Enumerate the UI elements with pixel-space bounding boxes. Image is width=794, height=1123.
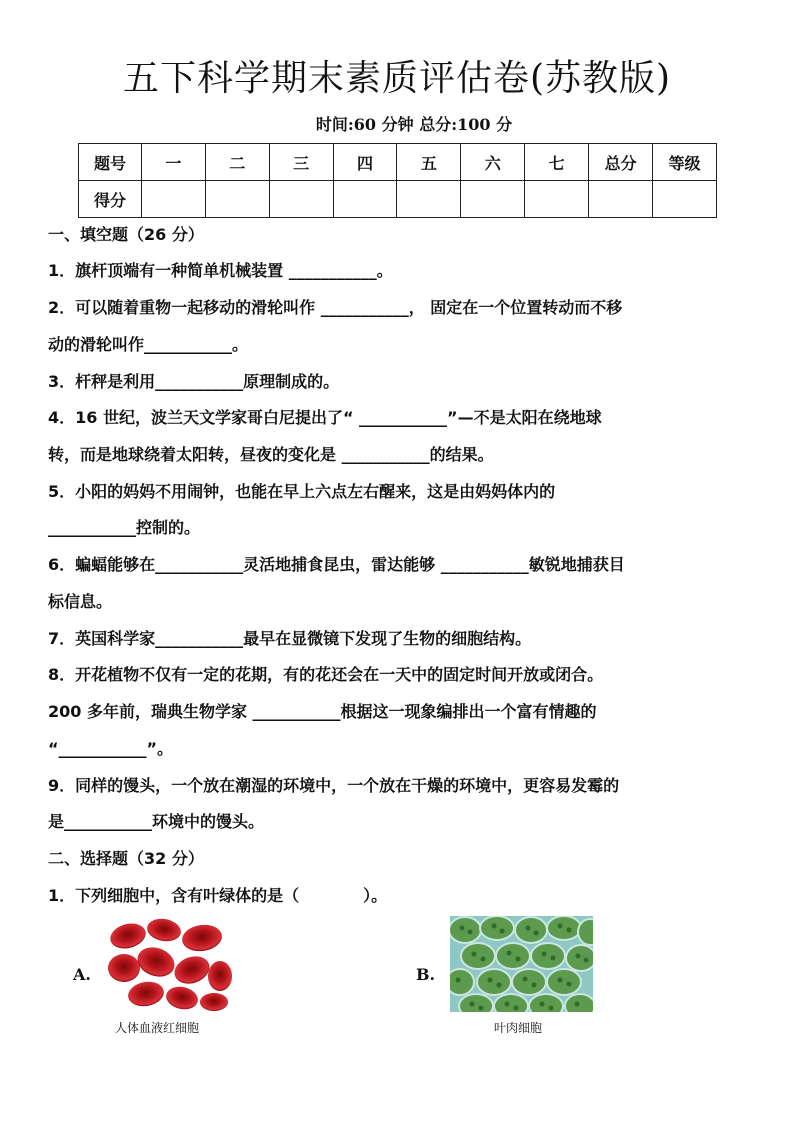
score-input-cell[interactable] — [525, 181, 589, 218]
page-title: 五下科学期末素质评估卷(苏教版) — [122, 58, 672, 99]
question-line: 5．小阳的妈妈不用闹钟，也能在早上六点左右醒来，这是由妈妈体内的 — [48, 482, 556, 501]
score-table-cell: 七 — [525, 144, 589, 181]
score-table-cell: 总分 — [589, 144, 653, 181]
option-a-caption: 人体血液红细胞 — [115, 1021, 200, 1035]
question-line: 200 多年前，瑞典生物学家 ___________根据这一现象编排出一个富有情趣的 — [48, 702, 597, 721]
score-table-cell: 五 — [397, 144, 461, 181]
score-input-cell[interactable] — [397, 181, 461, 218]
question-line: 8．开花植物不仅有一定的花期，有的花还会在一天中的固定时间开放或闭合。 — [48, 665, 604, 684]
exam-time-and-score: 时间:60 分钟 总分:100 分 — [315, 115, 513, 134]
question-line: 3．杆秤是利用___________原理制成的。 — [48, 372, 340, 391]
leaf-mesophyll-cells-image — [450, 916, 593, 1012]
score-table-cell: 三 — [269, 144, 333, 181]
score-table-cell: 等级 — [653, 144, 717, 181]
question-line: 7．英国科学家___________最早在显微镜下发现了生物的细胞结构。 — [48, 629, 532, 648]
question-line: “___________”。 — [48, 739, 174, 758]
question-line: 9．同样的馒头，一个放在潮湿的环境中，一个放在干燥的环境中，更容易发霉的 — [48, 776, 620, 795]
score-table-cell: 一 — [141, 144, 205, 181]
score-input-cell[interactable] — [653, 181, 717, 218]
score-table-cell: 六 — [461, 144, 525, 181]
question-line: 动的滑轮叫作___________。 — [48, 335, 249, 354]
score-input-cell[interactable] — [141, 181, 205, 218]
red-blood-cells-illustration — [106, 916, 234, 1012]
question-line: 4．16 世纪，波兰天文学家哥白尼提出了“ ___________”—不是太阳在绕地球 — [48, 408, 602, 427]
option-a-label[interactable]: A. — [73, 965, 91, 984]
option-b-label[interactable]: B. — [416, 965, 436, 984]
score-table-cell: 题号 — [79, 144, 142, 181]
question-line: 标信息。 — [48, 592, 113, 611]
score-input-cell[interactable] — [461, 181, 525, 218]
question-line: 1．旗杆顶端有一种简单机械装置 ___________。 — [48, 261, 393, 280]
section-heading-choice: 二、选择题（32 分） — [48, 849, 204, 868]
score-table-cell: 四 — [333, 144, 397, 181]
score-table — [78, 143, 717, 218]
score-input-cell[interactable] — [333, 181, 397, 218]
score-table-header-row — [79, 144, 717, 181]
question-line: ___________控制的。 — [48, 518, 201, 537]
question-line: 6．蝙蝠能够在___________灵活地捕食昆虫，雷达能够 ___________敏锐地捕获目 — [48, 555, 625, 574]
score-table-score-row — [79, 181, 717, 218]
question-line: 1．下列细胞中，含有叶绿体的是（ ）。 — [48, 886, 388, 905]
score-input-cell[interactable] — [269, 181, 333, 218]
question-line: 2．可以随着重物一起移动的滑轮叫作 ___________， 固定在一个位置转动而不移 — [48, 298, 623, 317]
score-input-cell[interactable] — [589, 181, 653, 218]
mesophyll-cells-illustration — [450, 916, 593, 1012]
option-b-caption: 叶肉细胞 — [494, 1021, 543, 1035]
score-table-cell: 得分 — [79, 181, 142, 218]
question-line: 转，而是地球绕着太阳转，昼夜的变化是 ___________的结果。 — [48, 445, 494, 464]
score-input-cell[interactable] — [205, 181, 269, 218]
section-heading-fill-in: 一、填空题（26 分） — [48, 225, 204, 244]
red-blood-cells-image — [106, 916, 234, 1012]
question-line: 是___________环境中的馒头。 — [48, 812, 265, 831]
score-table-cell: 二 — [205, 144, 269, 181]
